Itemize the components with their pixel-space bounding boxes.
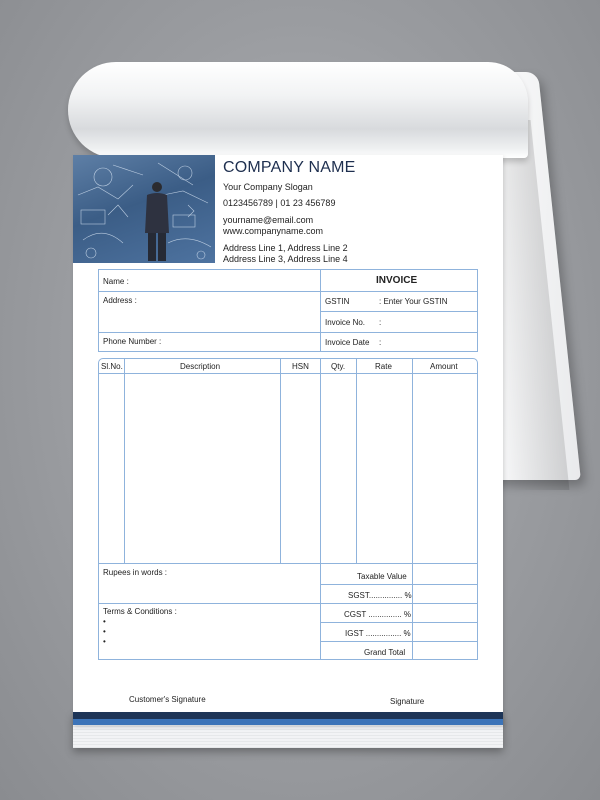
page-curl xyxy=(68,62,528,158)
igst-label: IGST ................ % xyxy=(345,629,411,638)
company-email: yourname@email.com xyxy=(223,215,314,225)
company-address-line-1: Address Line 1, Address Line 2 xyxy=(223,243,348,253)
grand-total-label: Grand Total xyxy=(364,648,406,657)
customer-name-label: Name : xyxy=(103,277,129,286)
items-table xyxy=(98,358,478,564)
gstin-label: GSTIN xyxy=(325,297,350,306)
rupees-in-words-label: Rupees in words : xyxy=(103,568,168,577)
header-amount: Amount xyxy=(430,362,458,371)
company-name: COMPANY NAME xyxy=(223,159,356,176)
customer-phone-label: Phone Number : xyxy=(103,337,162,346)
taxable-value-label: Taxable Value xyxy=(357,572,407,581)
gstin-value: : Enter Your GSTIN xyxy=(379,297,448,306)
invoice-title: INVOICE xyxy=(376,275,418,286)
invoice-date-label: Invoice Date xyxy=(325,338,370,347)
sgst-label: SGST............... % xyxy=(348,591,412,600)
header-hsn: HSN xyxy=(292,362,309,371)
terms-bullet-3: • xyxy=(103,637,106,646)
header-description: Description xyxy=(180,362,221,371)
company-phones: 0123456789 | 01 23 456789 xyxy=(223,198,336,208)
company-address-line-2: Address Line 3, Address Line 4 xyxy=(223,254,348,264)
terms-bullet-1: • xyxy=(103,617,106,626)
footer-band-blue xyxy=(73,719,503,725)
footer-band-dark xyxy=(73,712,503,719)
company-website: www.companyname.com xyxy=(223,226,324,236)
cgst-label: CGST ............... % xyxy=(344,610,411,619)
signature-label: Signature xyxy=(390,697,425,706)
customer-signature-label: Customer's Signature xyxy=(129,695,206,704)
header-rate: Rate xyxy=(375,362,392,371)
customer-address-label: Address : xyxy=(103,296,137,305)
invoice-number-sep: : xyxy=(379,318,382,327)
invoice-date-sep: : xyxy=(379,338,382,347)
terms-bullet-2: • xyxy=(103,627,106,636)
header-qty: Qty. xyxy=(331,362,346,371)
invoice-page xyxy=(73,155,503,725)
company-slogan: Your Company Slogan xyxy=(223,182,313,192)
invoice-number-label: Invoice No. xyxy=(325,318,366,327)
terms-label: Terms & Conditions : xyxy=(103,607,177,616)
header-sl-no: Sl.No. xyxy=(101,362,123,371)
business-man-image xyxy=(73,155,215,263)
